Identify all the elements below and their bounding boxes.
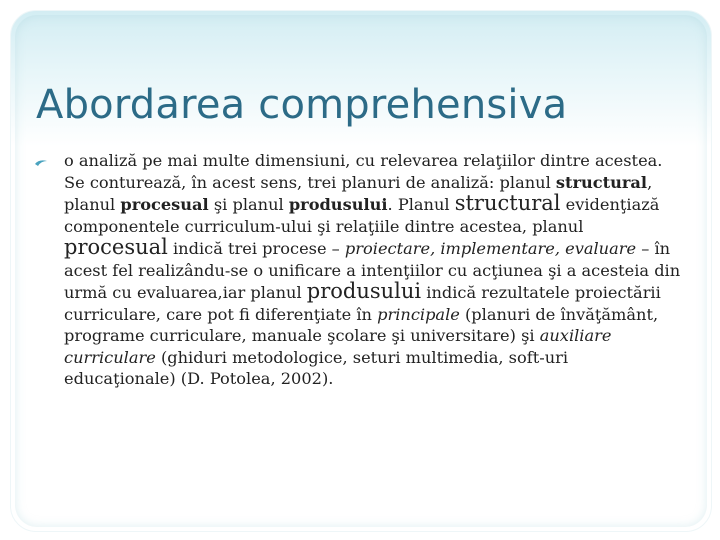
term-auxiliare-italic: auxiliare curriculare: [64, 326, 612, 367]
body-paragraph: [44, 150, 684, 390]
text-segment: (planuri de învăţământ, programe curriculare, manuale şcolare şi universitare) şi: [64, 304, 659, 345]
slide-title: Abordarea comprehensiva: [36, 82, 568, 128]
text-segment: evidenţiază componentele curriculum-ului şi relaţiile dintre acestea, planul: [64, 195, 660, 236]
term-structural-large: structural: [454, 191, 561, 215]
term-produsului: produsului: [288, 195, 388, 214]
text-segment: indică rezultatele proiectării curriculare, care pot fi diferenţiate în: [64, 283, 661, 324]
text-segment: . Planul: [387, 195, 455, 214]
text-segment: o analiză pe mai multe dimensiuni, cu relevarea relaţiilor dintre acestea. Se conturează, în acest sens, trei planuri de analiză: planul: [64, 151, 663, 192]
term-procesual: procesual: [120, 195, 209, 214]
text-segment: (ghiduri metodologice, seturi multimedia, soft-uri educaţionale) (D. Potolea, 2002).: [64, 347, 569, 388]
text-segment: – în acest fel realizându-se o unificare a intenţiilor cu acţiunea şi a acesteia din urmă cu evaluarea,iar planul: [64, 239, 681, 302]
text-segment: , planul: [64, 172, 653, 214]
term-structural: structural: [555, 172, 648, 192]
text-segment: indică trei procese –: [167, 239, 345, 258]
term-procesual-large: procesual: [64, 235, 168, 259]
swoosh-bullet-icon: [34, 158, 48, 168]
term-produsului-large: produsului: [306, 279, 422, 303]
term-proiectare-italic: proiectare, implementare, evaluare: [344, 239, 637, 258]
term-principale-italic: principale: [377, 304, 460, 324]
slide-body: [44, 150, 684, 390]
text-segment: şi planul: [208, 195, 289, 214]
